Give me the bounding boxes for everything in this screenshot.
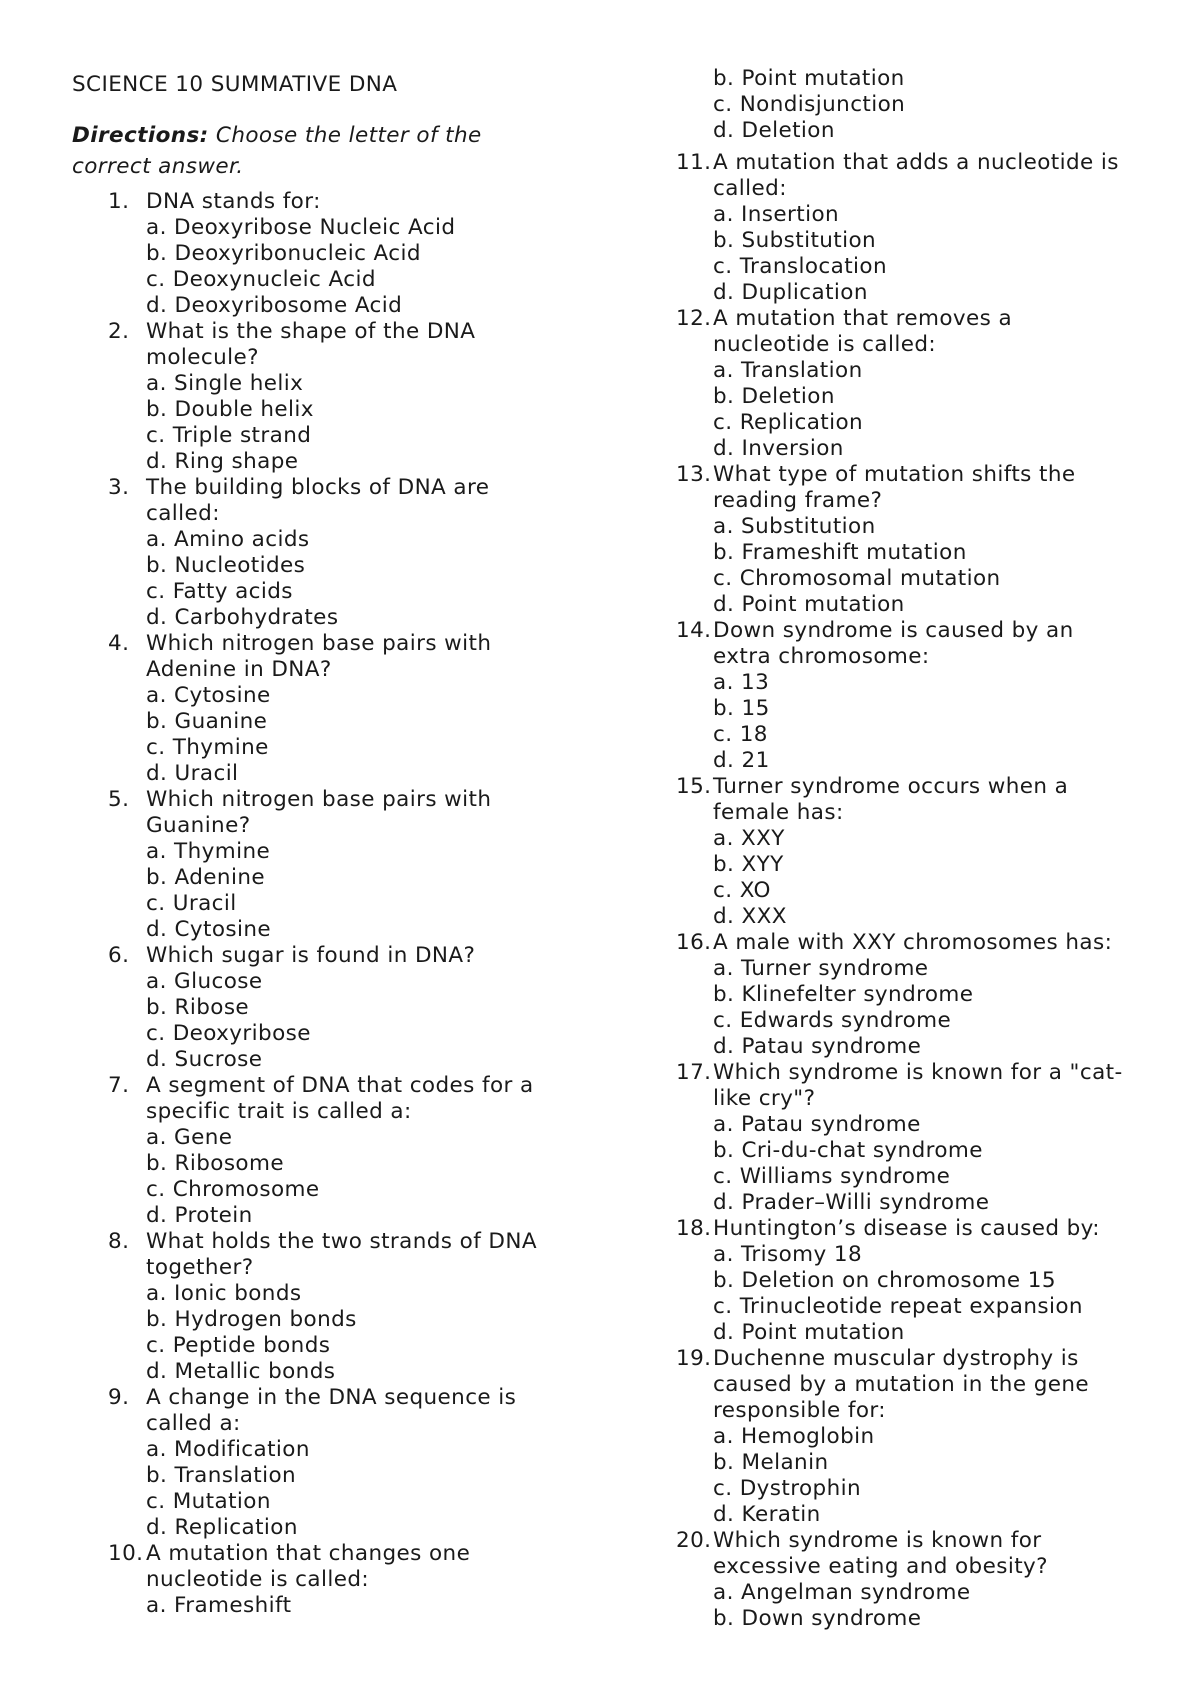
answer-option: b. Ribose [146, 995, 250, 1020]
answer-option: a. XXY [713, 826, 785, 851]
question-6 [72, 943, 552, 1073]
question-text [676, 1216, 1136, 1242]
answer-option: c. Peptide bonds [146, 1333, 331, 1358]
question-11 [676, 150, 1136, 306]
question-5 [72, 787, 552, 943]
question-number: 3. [108, 475, 130, 500]
question-prompt: What is the shape of the DNA molecule? [146, 319, 476, 370]
answer-option: c. Edwards syndrome [713, 1008, 952, 1033]
question-prompt: Which syndrome is known for excessive eating and obesity? [713, 1528, 1048, 1579]
question-prompt: A mutation that adds a nucleotide is called: [713, 150, 1119, 201]
answer-option: d. Point mutation [713, 1320, 905, 1345]
question-12 [676, 306, 1136, 462]
answer-option: b. Double helix [146, 397, 314, 422]
answer-option: c. Chromosomal mutation [713, 566, 1001, 591]
answer-option: d. Keratin [713, 1502, 821, 1527]
answer-option: d. Sucrose [146, 1047, 263, 1072]
question-number: 6. [108, 943, 130, 968]
answer-option: b. Hydrogen bonds [146, 1307, 357, 1332]
question-18 [676, 1216, 1136, 1346]
right-question-list [676, 150, 1136, 1632]
answer-option: d. Point mutation [713, 592, 905, 617]
question-9 [72, 1385, 552, 1541]
answer-option: c. Fatty acids [146, 579, 293, 604]
question-text [72, 475, 552, 527]
answer-option: d. Protein [146, 1203, 253, 1228]
question-number: 20. [676, 1528, 712, 1553]
answer-option: a. Trisomy 18 [713, 1242, 863, 1267]
question-number: 12. [676, 306, 712, 331]
question-prompt: A change in the DNA sequence is called a: [146, 1385, 517, 1436]
page-title: SCIENCE 10 SUMMATIVE DNA [72, 72, 398, 97]
question-1 [72, 189, 552, 319]
question-text [72, 189, 552, 215]
question-text [676, 774, 1136, 826]
directions-label: Directions: [72, 123, 209, 148]
answer-option: d. Cytosine [146, 917, 272, 942]
question-number: 19. [676, 1346, 712, 1371]
question-15 [676, 774, 1136, 930]
question-prompt: A mutation that removes a nucleotide is called: [713, 306, 1013, 357]
answer-option: d. Patau syndrome [713, 1034, 922, 1059]
question-number: 10. [108, 1541, 144, 1566]
question-13 [676, 462, 1136, 618]
question-number: 8. [108, 1229, 130, 1254]
answer-option: d. Deoxyribosome Acid [146, 293, 403, 318]
answer-option: b. Point mutation [713, 66, 905, 91]
answer-option: c. Deoxynucleic Acid [146, 267, 376, 292]
answer-option: c. Nondisjunction [713, 92, 906, 117]
question-text [72, 319, 552, 371]
question-prompt: A mutation that changes one nucleotide is called: [146, 1541, 471, 1592]
directions-text: Choose the letter of the correct answer. [72, 123, 482, 179]
question-text [676, 1060, 1136, 1112]
question-text [676, 930, 1136, 956]
answer-option: a. Angelman syndrome [713, 1580, 971, 1605]
question-number: 5. [108, 787, 130, 812]
answer-option: a. Gene [146, 1125, 233, 1150]
answer-option: b. Guanine [146, 709, 268, 734]
answer-option: c. Triple strand [146, 423, 312, 448]
answer-option: d. Deletion [713, 118, 835, 143]
answer-option: d. Metallic bonds [146, 1359, 336, 1384]
answer-option: d. Replication [146, 1515, 298, 1540]
answer-option: b. Deletion on chromosome 15 [713, 1268, 1056, 1293]
answer-option: b. Substitution [713, 228, 877, 253]
question-text [676, 1346, 1136, 1424]
question-19 [676, 1346, 1136, 1528]
question-14 [676, 618, 1136, 774]
question-number: 16. [676, 930, 712, 955]
answer-option: d. Prader–Willi syndrome [713, 1190, 990, 1215]
answer-option: a. Translation [713, 358, 863, 383]
question-text [72, 1385, 552, 1437]
question-text [676, 618, 1136, 670]
answer-option: c. Uracil [146, 891, 237, 916]
question-text [72, 943, 552, 969]
answer-option: d. XXX [713, 904, 787, 929]
question-17 [676, 1060, 1136, 1216]
question-prompt: What holds the two strands of DNA together? [146, 1229, 537, 1280]
question-prompt: What type of mutation shifts the reading frame? [713, 462, 1076, 513]
question-prompt: Which syndrome is known for a "cat-like cry"? [713, 1060, 1123, 1111]
answer-option: d. Uracil [146, 761, 239, 786]
question-prompt: A male with XXY chromosomes has: [713, 930, 1113, 955]
question-number: 9. [108, 1385, 130, 1410]
question-prompt: Huntington’s disease is caused by: [713, 1216, 1100, 1241]
question-prompt: The building blocks of DNA are called: [146, 475, 490, 526]
answer-option: c. Deoxyribose [146, 1021, 311, 1046]
question-text [676, 1528, 1136, 1580]
answer-option: a. Patau syndrome [713, 1112, 921, 1137]
question-prompt: A segment of DNA that codes for a specific trait is called a: [146, 1073, 534, 1124]
answer-option: c. 18 [713, 722, 768, 747]
answer-option: a. 13 [713, 670, 770, 695]
question-number: 13. [676, 462, 712, 487]
answer-option: b. Klinefelter syndrome [713, 982, 974, 1007]
question-prompt: Down syndrome is caused by an extra chromosome: [713, 618, 1074, 669]
answer-option: b. Cri-du-chat syndrome [713, 1138, 983, 1163]
answer-option: c. Chromosome [146, 1177, 320, 1202]
question-number: 17. [676, 1060, 712, 1085]
question-20 [676, 1528, 1136, 1632]
left-column [72, 66, 552, 1619]
answer-option: a. Frameshift [146, 1593, 292, 1618]
answer-option: b. 15 [713, 696, 770, 721]
question-8 [72, 1229, 552, 1385]
question-4 [72, 631, 552, 787]
question-7 [72, 1073, 552, 1229]
answer-option: c. Mutation [146, 1489, 271, 1514]
question-prompt: Turner syndrome occurs when a female has: [713, 774, 1069, 825]
question-prompt: Which nitrogen base pairs with Guanine? [146, 787, 492, 838]
answer-option: a. Amino acids [146, 527, 310, 552]
answer-option: a. Hemoglobin [713, 1424, 875, 1449]
question-text [676, 462, 1136, 514]
answer-option: b. Ribosome [146, 1151, 284, 1176]
answer-option: d. Ring shape [146, 449, 299, 474]
directions [72, 120, 552, 182]
question-16 [676, 930, 1136, 1060]
question-number: 18. [676, 1216, 712, 1241]
question-2 [72, 319, 552, 475]
question-3 [72, 475, 552, 631]
question-number: 2. [108, 319, 130, 344]
answer-option: c. Trinucleotide repeat expansion [713, 1294, 1083, 1319]
answer-option: b. XYY [713, 852, 784, 877]
answer-option: c. Dystrophin [713, 1476, 861, 1501]
answer-option: a. Ionic bonds [146, 1281, 302, 1306]
question-text [72, 1541, 552, 1593]
question-text [72, 1229, 552, 1281]
answer-option: c. Thymine [146, 735, 269, 760]
answer-option: c. Translocation [713, 254, 888, 279]
answer-option: b. Adenine [146, 865, 265, 890]
question-number: 14. [676, 618, 712, 643]
question-number: 11. [676, 150, 712, 175]
answer-option: b. Melanin [713, 1450, 829, 1475]
question-text [72, 631, 552, 683]
continued-options [676, 66, 1136, 144]
answer-option: b. Down syndrome [713, 1606, 922, 1631]
answer-option: a. Turner syndrome [713, 956, 929, 981]
question-text [676, 150, 1136, 202]
answer-option: d. Duplication [713, 280, 868, 305]
answer-option: c. Williams syndrome [713, 1164, 951, 1189]
question-text [72, 787, 552, 839]
question-10 [72, 1541, 552, 1619]
answer-option: a. Substitution [713, 514, 876, 539]
question-text [72, 1073, 552, 1125]
answer-option: a. Glucose [146, 969, 263, 994]
answer-option: a. Modification [146, 1437, 310, 1462]
question-number: 1. [108, 189, 130, 214]
answer-option: b. Nucleotides [146, 553, 306, 578]
answer-option: d. Inversion [713, 436, 844, 461]
question-number: 7. [108, 1073, 130, 1098]
answer-option: d. 21 [713, 748, 770, 773]
right-column [676, 66, 1136, 1632]
question-text [676, 306, 1136, 358]
answer-option: a. Deoxyribose Nucleic Acid [146, 215, 456, 240]
answer-option: c. Replication [713, 410, 864, 435]
answer-option: b. Translation [146, 1463, 297, 1488]
question-prompt: DNA stands for: [146, 189, 321, 214]
answer-option: c. XO [713, 878, 771, 903]
answer-option: d. Carbohydrates [146, 605, 339, 630]
answer-option: a. Cytosine [146, 683, 271, 708]
answer-option: a. Thymine [146, 839, 271, 864]
answer-option: a. Insertion [713, 202, 840, 227]
question-prompt: Which sugar is found in DNA? [146, 943, 476, 968]
answer-option: b. Frameshift mutation [713, 540, 967, 565]
answer-option: a. Single helix [146, 371, 304, 396]
answer-option: b. Deoxyribonucleic Acid [146, 241, 421, 266]
question-number: 15. [676, 774, 712, 799]
question-prompt: Duchenne muscular dystrophy is caused by a mutation in the gene responsible for: [713, 1346, 1090, 1423]
left-question-list [72, 189, 552, 1619]
answer-option: b. Deletion [713, 384, 835, 409]
question-prompt: Which nitrogen base pairs with Adenine in DNA? [146, 631, 492, 682]
question-number: 4. [108, 631, 130, 656]
